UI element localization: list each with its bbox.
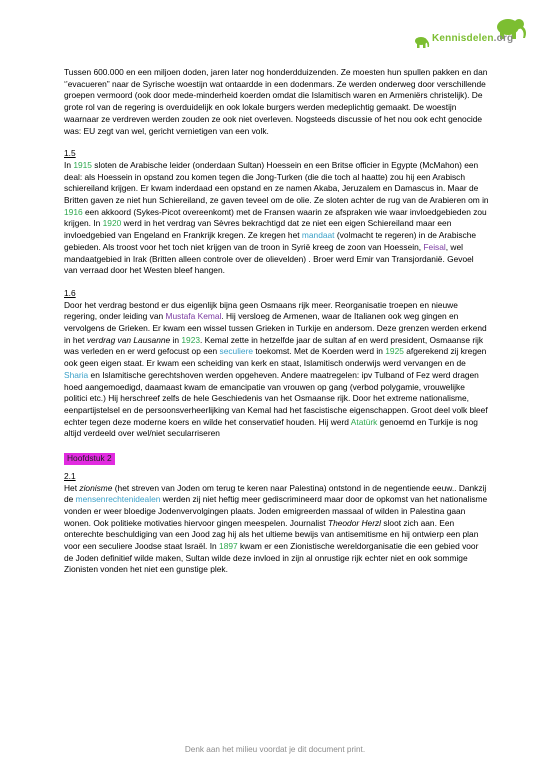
person-theodor-herzl: Theodor Herzl bbox=[327, 517, 382, 528]
chapter-label: Hoofdstuk 2 bbox=[64, 453, 115, 465]
chapter-heading bbox=[64, 451, 489, 471]
kennisdelen-logo[interactable] bbox=[412, 14, 530, 54]
text: sloot zich aan. Een onterechte beschuldiging van een Jood zag hij als het ultieme bewijs van antisemitisme en hij ontwierp een plan voor een seculiere Joodse staat Israël. In bbox=[64, 517, 479, 552]
year-1925: 1925 bbox=[385, 346, 404, 357]
text: en Islamitische gerechtshoven werden opgeheven. Andere maatregelen: ipv Tulband of Fez werd dragen hoed aangemoedigd, daamaast kwam de emancipatie van vrouwen op gang (verbod polygamie, vrouwelijke politici etc.) Hij herschreef zelfs de hele Geschiedenis van het Osmaanse rijk. Door het extreme nationalisme, eenpartijstelsel en de persoonsverheerlijking van Kemal had het fascistische eigenschappen. Groot deel volk bleef echter tegen deze moderne koers en wilde het conservatief houden. Hij werd bbox=[64, 369, 488, 427]
year-1923: 1923 bbox=[181, 334, 201, 345]
year-1897: 1897 bbox=[219, 541, 238, 552]
text: een akkoord (Sykes-Picot overeenkomt) met de Fransen waarin ze afspraken wie waar invloedgebieden zou krijgen. In bbox=[64, 206, 487, 229]
section-1-6-paragraph bbox=[64, 300, 489, 440]
text: , wel mandaatgebied in Irak (Britten alleen controle over de olievelden) . Broer werd Emir van Transjordanië. Gevoel van verraad door het Westen bleef hangen. bbox=[64, 241, 474, 276]
person-feisal: Feisal bbox=[423, 241, 446, 252]
footer-note: Denk aan het milieu voordat je dit document print. bbox=[184, 745, 366, 754]
section-2-1-paragraph bbox=[64, 483, 489, 577]
text: Het bbox=[64, 482, 80, 493]
section-number-2-1: 2.1 bbox=[64, 470, 76, 481]
section-number-1-6: 1.6 bbox=[64, 287, 76, 298]
text: . Kemal zette in hetzelfde jaar de sultan af en werd president, Osmaanse rijk was verleden en er werd gefocust op een bbox=[64, 334, 484, 357]
term-sharia: Sharia bbox=[64, 369, 89, 380]
text: kwam er een Zionistische wereldorganisatie die een gebied voor de Joden definitief wilde maken, Sultan wilde deze invloed in zijn al onrustige rijk echter niet en ook sommige Zionisten vonden het niet een gunstige plek. bbox=[64, 541, 479, 575]
section-1-5-paragraph bbox=[64, 160, 489, 277]
text: Door het verdrag bestond er dus eigenlijk bijna geen Osmaans rijk meer. Reorganisatie troepen en nieuwe regering, onder leiding van bbox=[64, 299, 458, 322]
year-1915: 1915 bbox=[73, 159, 92, 170]
brand-name bbox=[432, 33, 513, 44]
document-body bbox=[64, 67, 489, 587]
person-mustafa-kemal: Mustafa Kemal bbox=[165, 311, 222, 322]
year-1916: 1916 bbox=[64, 206, 83, 217]
term-mensenrechtenidealen: mensenrechtenidealen bbox=[75, 494, 161, 505]
text: werden zij niet heftig meer gediscrimineerd maar door de opkomst van het nationalisme vonden er weer bloedige Jodenvervolgingen plaats. Joden emigreerden massaal of wilden in Palestina gaan wonen. Ook politieke motivaties hiervoor gingen meespelen. Journalist bbox=[64, 494, 488, 528]
term-zionisme: zionisme bbox=[79, 482, 113, 493]
brand-part-kennis: Kennis bbox=[432, 33, 467, 44]
term-mandaat: mandaat bbox=[301, 230, 335, 241]
text: In bbox=[64, 159, 74, 170]
intro-paragraph: Tussen 600.000 en een miljoen doden, jaren later nog honderdduizenden. Ze moesten hun spullen pakken en dan ‘’evacueren” naar de Syrische woestijn wat ontaardde in een dodenmars. Ze werden onderweg door verschillende groepen vermoord (ook door mede-minderheid koerden omdat die Islamitisch waren en Armeniërs christelijk). De grote rol van de regering is overduidelijk en ook lokale burgers werden medeplichtig gemaakt. De woestijn waarnaar ze verdreven werden zouden ze ook niet overleven. Nogsteeds discussie of het nou ook echt genocide was: EU zegt van wel, gericht vernietigen van een volk. bbox=[64, 67, 488, 136]
text: (het streven van Joden om terug te keren naar Palestina) ontstond in de negentiende eeuw.. Dankzij de bbox=[64, 482, 487, 505]
term-seculiere: seculiere bbox=[219, 346, 254, 357]
text: werd in het verdrag van Sèvres bekrachtigd dat ze niet een eigen Schiereiland maar een invloedgebied van Engeland en Frankrijk kregen. Ze kregen het bbox=[64, 218, 452, 241]
text: in bbox=[170, 334, 182, 345]
text: . Hij versloeg de Armenen, waar de Italianen ook weg gingen en vervolgens de Grieken. Er kwam een wissel tussen Grieken in Turkije en andersom. Deze grenzen werden erkend in het bbox=[64, 311, 487, 345]
person-ataturk: Atatürk bbox=[350, 416, 378, 427]
text: toekomst. Met de Koerden werd in bbox=[253, 346, 386, 357]
term-verdrag-van-lausanne: verdrag van Lausanne bbox=[86, 334, 171, 345]
brand-part-org: .org bbox=[493, 33, 514, 44]
text: genoemd en Turkije is nog altijd verdeeld over wel/niet secularriseren bbox=[64, 416, 478, 439]
brand-part-delen: delen bbox=[466, 33, 494, 44]
section-number-1-5: 1.5 bbox=[64, 148, 76, 159]
text: (volmacht te regeren) in de Arabische gebieden. Als troost voor het toch niet krijgen van de troon in Syrië kreeg de zoon van Hoessein, bbox=[64, 230, 477, 252]
text: sloten de Arabische leider (onderdaan Sultan) Hoessein en een Britse officier in Egypte (McMahon) een deal: als Hoessein in opstand zou komen tegen die Jong-Turken (die die toch al haatte) zou hij een Arabisch schiereiland krijgen. Er kwam inderdaad een opstand en ze namen Akaba, Jeruzalem en Damascus in. Maar de Britten gaven ze niet hun Schiereiland, ze gaven teveel om de olie. Ze sloten achter de rug van de Arabieren om in bbox=[64, 159, 489, 206]
text: afgerekend zij kregen ook geen eigen staat. Er kwam een scheiding van kerk en staat, Islamitisch onderwijs werd vervangen en de bbox=[64, 346, 487, 369]
year-1920: 1920 bbox=[102, 218, 122, 229]
